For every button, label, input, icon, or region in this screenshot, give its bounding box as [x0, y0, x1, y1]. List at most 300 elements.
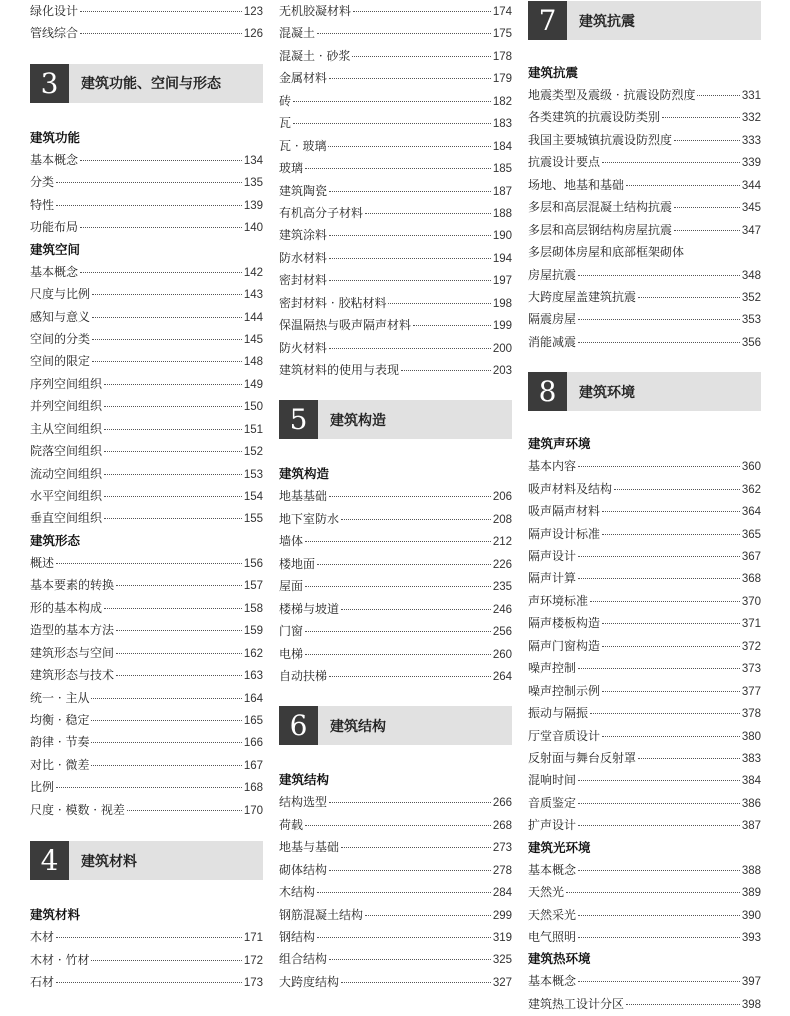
leader-dots [329, 258, 491, 259]
leader-dots [602, 691, 740, 692]
toc-entry[interactable] [528, 286, 761, 308]
toc-entry[interactable] [30, 149, 263, 171]
entry-title: 消能减震 [528, 334, 577, 349]
entry-group [30, 149, 263, 239]
page-number: 163 [243, 670, 263, 683]
entry-title: 木材 [30, 930, 55, 945]
toc-entry[interactable] [279, 202, 512, 224]
page-number: 152 [243, 446, 263, 459]
toc-entry[interactable] [279, 971, 512, 993]
toc-entry[interactable] [30, 283, 263, 305]
toc-entry[interactable] [30, 0, 263, 22]
toc-entry[interactable] [279, 180, 512, 202]
page-number: 368 [741, 573, 761, 586]
leader-dots [626, 185, 740, 186]
chapter-header-6 [279, 706, 512, 745]
entry-group [30, 926, 263, 993]
leader-dots [353, 11, 491, 12]
page-number: 299 [492, 909, 512, 922]
entry-title: 基本概念 [30, 152, 79, 167]
page-number: 185 [492, 163, 512, 176]
entry-title: 并列空间组织 [30, 399, 103, 414]
toc-entry[interactable] [30, 463, 263, 485]
toc-entry[interactable] [30, 306, 263, 328]
leader-dots [91, 698, 241, 699]
leader-dots [578, 981, 740, 982]
toc-entry[interactable] [30, 507, 263, 529]
leader-dots [293, 101, 491, 102]
page-number: 135 [243, 177, 263, 190]
leader-dots [56, 787, 242, 788]
page-number: 167 [243, 759, 263, 772]
toc-entry[interactable] [279, 90, 512, 112]
toc-entry[interactable] [30, 171, 263, 193]
toc-entry[interactable] [30, 574, 263, 596]
leader-dots [341, 609, 491, 610]
leader-dots [365, 915, 491, 916]
toc-entry[interactable] [30, 949, 263, 971]
toc-entry[interactable] [279, 836, 512, 858]
leader-dots [56, 937, 242, 938]
entry-group [528, 970, 761, 1015]
entry-title: 电梯 [279, 646, 304, 661]
toc-entry[interactable] [528, 129, 761, 151]
entry-title: 尺度与比例 [30, 287, 91, 302]
toc-entry[interactable] [528, 904, 761, 926]
toc-entry[interactable] [30, 664, 263, 686]
toc-entry[interactable] [528, 702, 761, 724]
toc-entry[interactable] [30, 350, 263, 372]
leader-dots [92, 294, 242, 295]
toc-entry[interactable] [528, 769, 761, 791]
chapter-title: 建筑结构 [330, 718, 386, 735]
toc-column-1 [30, 0, 263, 993]
toc-entry[interactable] [30, 926, 263, 948]
toc-entry[interactable] [30, 776, 263, 798]
entry-title: 建筑热工设计分区 [528, 996, 625, 1011]
toc-entry[interactable] [30, 194, 263, 216]
toc-entry[interactable] [528, 657, 761, 679]
toc-entry[interactable] [30, 642, 263, 664]
page-number: 155 [243, 513, 263, 526]
entry-title: 比例 [30, 780, 55, 795]
chapter-title: 建筑功能、空间与形态 [81, 76, 221, 93]
leader-dots [697, 95, 739, 96]
chapter-header-7 [528, 1, 761, 40]
entry-title: 吸声材料及结构 [528, 481, 613, 496]
page-number: 388 [741, 864, 761, 877]
toc-entry[interactable] [528, 680, 761, 702]
page-number: 184 [492, 140, 512, 153]
entry-title: 地震类型及震级 · 抗震设防烈度 [528, 88, 696, 102]
leader-dots [305, 825, 491, 826]
toc-entry[interactable] [30, 216, 263, 238]
section-heading: 建筑抗震 [528, 65, 579, 80]
leader-dots [104, 518, 242, 519]
entry-title: 垂直空间组织 [30, 511, 103, 526]
leader-dots [614, 489, 740, 490]
leader-dots [56, 205, 242, 206]
toc-entry[interactable] [528, 523, 761, 545]
entry-title: 振动与隔振 [528, 706, 589, 721]
page-number: 200 [492, 342, 512, 355]
page-number: 165 [243, 714, 263, 727]
page-number: 145 [243, 333, 263, 346]
toc-entry[interactable] [528, 478, 761, 500]
leader-dots [80, 227, 242, 228]
toc-entry[interactable] [528, 331, 761, 353]
leader-dots [293, 123, 491, 124]
leader-dots [328, 146, 490, 147]
chapter-title: 建筑构造 [330, 412, 386, 429]
entry-title: 天然光 [528, 885, 565, 900]
toc-entry[interactable] [528, 635, 761, 657]
entry-title: 隔声设计标准 [528, 526, 601, 541]
page-number: 345 [741, 202, 761, 215]
page-number: 142 [243, 266, 263, 279]
toc-entry[interactable] [279, 553, 512, 575]
chapter-number: 7 [528, 1, 567, 40]
toc-entry[interactable] [528, 993, 761, 1015]
leader-dots [317, 33, 491, 34]
page-number: 171 [243, 932, 263, 945]
toc-entry[interactable] [279, 112, 512, 134]
page-number: 268 [492, 819, 512, 832]
toc-entry[interactable] [30, 552, 263, 574]
entry-group [279, 0, 512, 381]
entry-group [279, 485, 512, 687]
page-number: 173 [243, 977, 263, 989]
toc-entry[interactable] [279, 337, 512, 359]
entry-title: 绿化设计 [30, 4, 79, 18]
leader-dots [602, 623, 740, 624]
toc-entry[interactable] [528, 174, 761, 196]
page-number: 397 [741, 976, 761, 989]
page-number: 325 [492, 954, 512, 967]
leader-dots [116, 630, 242, 631]
toc-entry[interactable] [279, 359, 512, 381]
entry-title: 建筑陶瓷 [279, 183, 328, 198]
page-number: 182 [492, 95, 512, 108]
page-number: 390 [741, 909, 761, 922]
page-number: 150 [243, 401, 263, 414]
leader-dots [116, 585, 242, 586]
page-number: 380 [741, 730, 761, 743]
entry-title: 统一 · 主从 [30, 690, 90, 705]
page-number: 143 [243, 289, 263, 302]
page-number: 197 [492, 275, 512, 288]
toc-entry[interactable] [528, 612, 761, 634]
toc-entry[interactable] [279, 904, 512, 926]
toc-entry[interactable] [30, 619, 263, 641]
leader-dots [602, 736, 740, 737]
leader-dots [602, 511, 740, 512]
leader-dots [91, 742, 241, 743]
entry-title: 流动空间组织 [30, 466, 103, 481]
toc-entry[interactable] [30, 22, 263, 44]
toc-entry[interactable] [30, 328, 263, 350]
toc-entry[interactable] [30, 709, 263, 731]
toc-entry[interactable] [279, 314, 512, 336]
leader-dots [80, 11, 242, 12]
entry-title: 天然采光 [528, 907, 577, 922]
toc-entry[interactable] [279, 814, 512, 836]
toc-entry[interactable] [279, 881, 512, 903]
page-number: 199 [492, 320, 512, 333]
toc-entry[interactable] [528, 241, 761, 263]
toc-entry[interactable] [30, 395, 263, 417]
toc-entry[interactable] [528, 455, 761, 477]
toc-entry[interactable] [528, 84, 761, 106]
leader-dots [329, 959, 491, 960]
toc-entry[interactable] [528, 747, 761, 769]
toc-entry[interactable] [30, 261, 263, 283]
page-number: 364 [741, 506, 761, 519]
page-number: 166 [243, 737, 263, 750]
entry-title: 院落空间组织 [30, 444, 103, 459]
leader-dots [91, 960, 241, 961]
entry-title: 密封材料 · 胶粘材料 [279, 295, 387, 310]
toc-entry[interactable] [279, 665, 512, 687]
toc-entry[interactable] [30, 731, 263, 753]
toc-entry[interactable] [279, 575, 512, 597]
toc-entry[interactable] [528, 545, 761, 567]
page-number: 154 [243, 491, 263, 503]
toc-entry[interactable] [528, 792, 761, 814]
page-number: 203 [492, 365, 512, 377]
page-number: 331 [741, 90, 761, 102]
page-number: 198 [492, 297, 512, 310]
toc-entry[interactable] [528, 590, 761, 612]
chapter-header-8 [528, 372, 761, 411]
entry-title: 保温隔热与吸声隔声材料 [279, 318, 412, 333]
page-number: 319 [492, 932, 512, 944]
leader-dots [104, 474, 242, 475]
toc-entry[interactable] [30, 754, 263, 776]
toc-entry[interactable] [528, 881, 761, 903]
toc-entry[interactable] [30, 971, 263, 993]
page-number: 383 [741, 752, 761, 765]
page-number: 333 [741, 134, 761, 147]
page-number: 149 [243, 378, 263, 391]
entry-title: 造型的基本方法 [30, 623, 115, 638]
entry-title: 主从空间组织 [30, 421, 103, 436]
toc-entry[interactable] [279, 269, 512, 291]
toc-entry[interactable] [279, 485, 512, 507]
entry-group [30, 0, 263, 45]
page-number: 190 [492, 230, 512, 243]
toc-entry[interactable] [30, 799, 263, 821]
entry-title: 对比 · 微差 [30, 757, 90, 772]
entry-title: 荷载 [279, 817, 304, 832]
toc-entry[interactable] [30, 418, 263, 440]
entry-title: 尺度 · 模数 · 视差 [30, 802, 125, 817]
page-number: 162 [243, 647, 263, 660]
toc-entry[interactable] [279, 0, 512, 22]
section-heading: 建筑形态 [30, 532, 81, 548]
toc-entry[interactable] [528, 725, 761, 747]
toc-entry[interactable] [528, 926, 761, 948]
toc-entry[interactable] [30, 373, 263, 395]
toc-entry[interactable] [528, 106, 761, 128]
page-number: 151 [243, 423, 263, 436]
entry-title: 门窗 [279, 624, 304, 639]
toc-entry[interactable] [279, 620, 512, 642]
entry-title: 有机高分子材料 [279, 205, 364, 220]
toc-entry[interactable] [279, 643, 512, 665]
leader-dots [317, 564, 491, 565]
leader-dots [388, 303, 490, 304]
entry-title: 我国主要城镇抗震设防烈度 [528, 132, 673, 147]
toc-column-2 [279, 0, 512, 993]
toc-entry[interactable] [30, 687, 263, 709]
entry-title: 大跨度结构 [279, 974, 340, 989]
toc-entry[interactable] [279, 135, 512, 157]
toc-entry[interactable] [30, 597, 263, 619]
leader-dots [578, 668, 740, 669]
leader-dots [305, 168, 491, 169]
toc-entry[interactable] [528, 859, 761, 881]
chapter-header-3 [30, 64, 263, 103]
page-number: 208 [492, 513, 512, 526]
page-number: 187 [492, 185, 512, 198]
page-number: 188 [492, 207, 512, 220]
toc-entry[interactable] [279, 926, 512, 948]
toc-entry[interactable] [279, 247, 512, 269]
toc-entry[interactable] [528, 500, 761, 522]
toc-entry[interactable] [528, 219, 761, 241]
page-number: 339 [741, 157, 761, 170]
page-number: 378 [741, 708, 761, 721]
page-number: 175 [492, 28, 512, 41]
page-number: 367 [741, 551, 761, 563]
toc-entry[interactable] [30, 485, 263, 507]
chapter-header-5 [279, 400, 512, 439]
toc-entry[interactable] [528, 151, 761, 173]
page-number: 389 [741, 887, 761, 900]
toc-entry[interactable] [528, 814, 761, 836]
entry-title: 石材 [30, 975, 55, 989]
toc-entry[interactable] [528, 970, 761, 992]
toc-entry[interactable] [528, 308, 761, 330]
entry-title: 噪声控制 [528, 661, 577, 676]
leader-dots [104, 406, 242, 407]
entry-title: 钢结构 [279, 930, 316, 944]
leader-dots [104, 496, 242, 497]
page-number: 353 [741, 314, 761, 327]
page-number: 212 [492, 536, 512, 549]
page-number: 159 [243, 625, 263, 638]
leader-dots [317, 892, 491, 893]
page-number: 393 [741, 932, 761, 944]
toc-entry[interactable] [279, 22, 512, 44]
page-number: 256 [492, 626, 512, 639]
toc-entry[interactable] [279, 508, 512, 530]
leader-dots [104, 451, 242, 452]
entry-title: 韵律 · 节奏 [30, 735, 90, 750]
entry-title: 基本概念 [528, 862, 577, 877]
section-heading: 建筑功能 [30, 129, 81, 145]
entry-group [528, 84, 761, 353]
leader-dots [578, 319, 740, 320]
section-heading: 建筑结构 [279, 772, 330, 788]
toc-entry[interactable] [279, 598, 512, 620]
page-number: 384 [741, 775, 761, 788]
entry-title: 地基基础 [279, 489, 328, 504]
toc-entry[interactable] [279, 530, 512, 552]
toc-entry[interactable] [279, 859, 512, 881]
toc-entry[interactable] [279, 45, 512, 67]
page-number: 123 [243, 6, 263, 18]
entry-title: 屋面 [279, 579, 304, 594]
toc-entry[interactable] [279, 224, 512, 246]
entry-title: 砖 [279, 93, 292, 108]
entry-title: 混响时间 [528, 773, 577, 788]
leader-dots [305, 586, 491, 587]
toc-entry[interactable] [279, 948, 512, 970]
entry-title: 场地、地基和基础 [528, 177, 625, 192]
page-number: 344 [741, 179, 761, 192]
toc-entry[interactable] [279, 157, 512, 179]
page-number: 144 [243, 311, 263, 324]
entry-title: 基本要素的转换 [30, 578, 115, 593]
page-number: 352 [741, 291, 761, 304]
leader-dots [127, 810, 242, 811]
page-number: 194 [492, 252, 512, 265]
toc-entry[interactable] [528, 196, 761, 218]
toc-entry[interactable] [528, 567, 761, 589]
entry-title: 多层和高层钢结构房屋抗震 [528, 222, 673, 237]
page-number: 235 [492, 581, 512, 594]
entry-title: 多层和高层混凝土结构抗震 [528, 200, 673, 215]
page-number: 332 [741, 112, 761, 125]
leader-dots [578, 275, 740, 276]
page-number: 183 [492, 118, 512, 131]
entry-title: 基本概念 [30, 264, 79, 279]
leader-dots [590, 713, 740, 714]
toc-entry[interactable] [279, 67, 512, 89]
entry-title: 隔声楼板构造 [528, 616, 601, 631]
leader-dots [626, 1004, 740, 1005]
entry-title: 玻璃 [279, 161, 304, 176]
leader-dots [104, 384, 242, 385]
leader-dots [116, 675, 242, 676]
page-number: 148 [243, 356, 263, 369]
page-number: 226 [492, 558, 512, 571]
entry-title: 金属材料 [279, 71, 328, 86]
chapter-number: 8 [528, 372, 567, 411]
toc-entry[interactable] [528, 264, 761, 286]
toc-entry[interactable] [279, 791, 512, 813]
leader-dots [329, 348, 491, 349]
leader-dots [329, 78, 491, 79]
entry-title: 隔声设计 [528, 549, 577, 563]
section-heading: 建筑热环境 [528, 951, 591, 967]
entry-title: 电气照明 [528, 930, 577, 944]
page-number: 348 [741, 269, 761, 282]
leader-dots [80, 33, 242, 34]
chapter-title: 建筑抗震 [579, 13, 635, 30]
toc-entry[interactable] [30, 440, 263, 462]
page-number: 134 [243, 154, 263, 167]
toc-entry[interactable] [279, 292, 512, 314]
entry-title: 建筑材料的使用与表现 [279, 363, 400, 377]
leader-dots [578, 466, 740, 467]
entry-title: 无机胶凝材料 [279, 4, 352, 18]
leader-dots [674, 140, 740, 141]
entry-title: 混凝土 · 砂浆 [279, 48, 351, 63]
entry-group [528, 455, 761, 836]
